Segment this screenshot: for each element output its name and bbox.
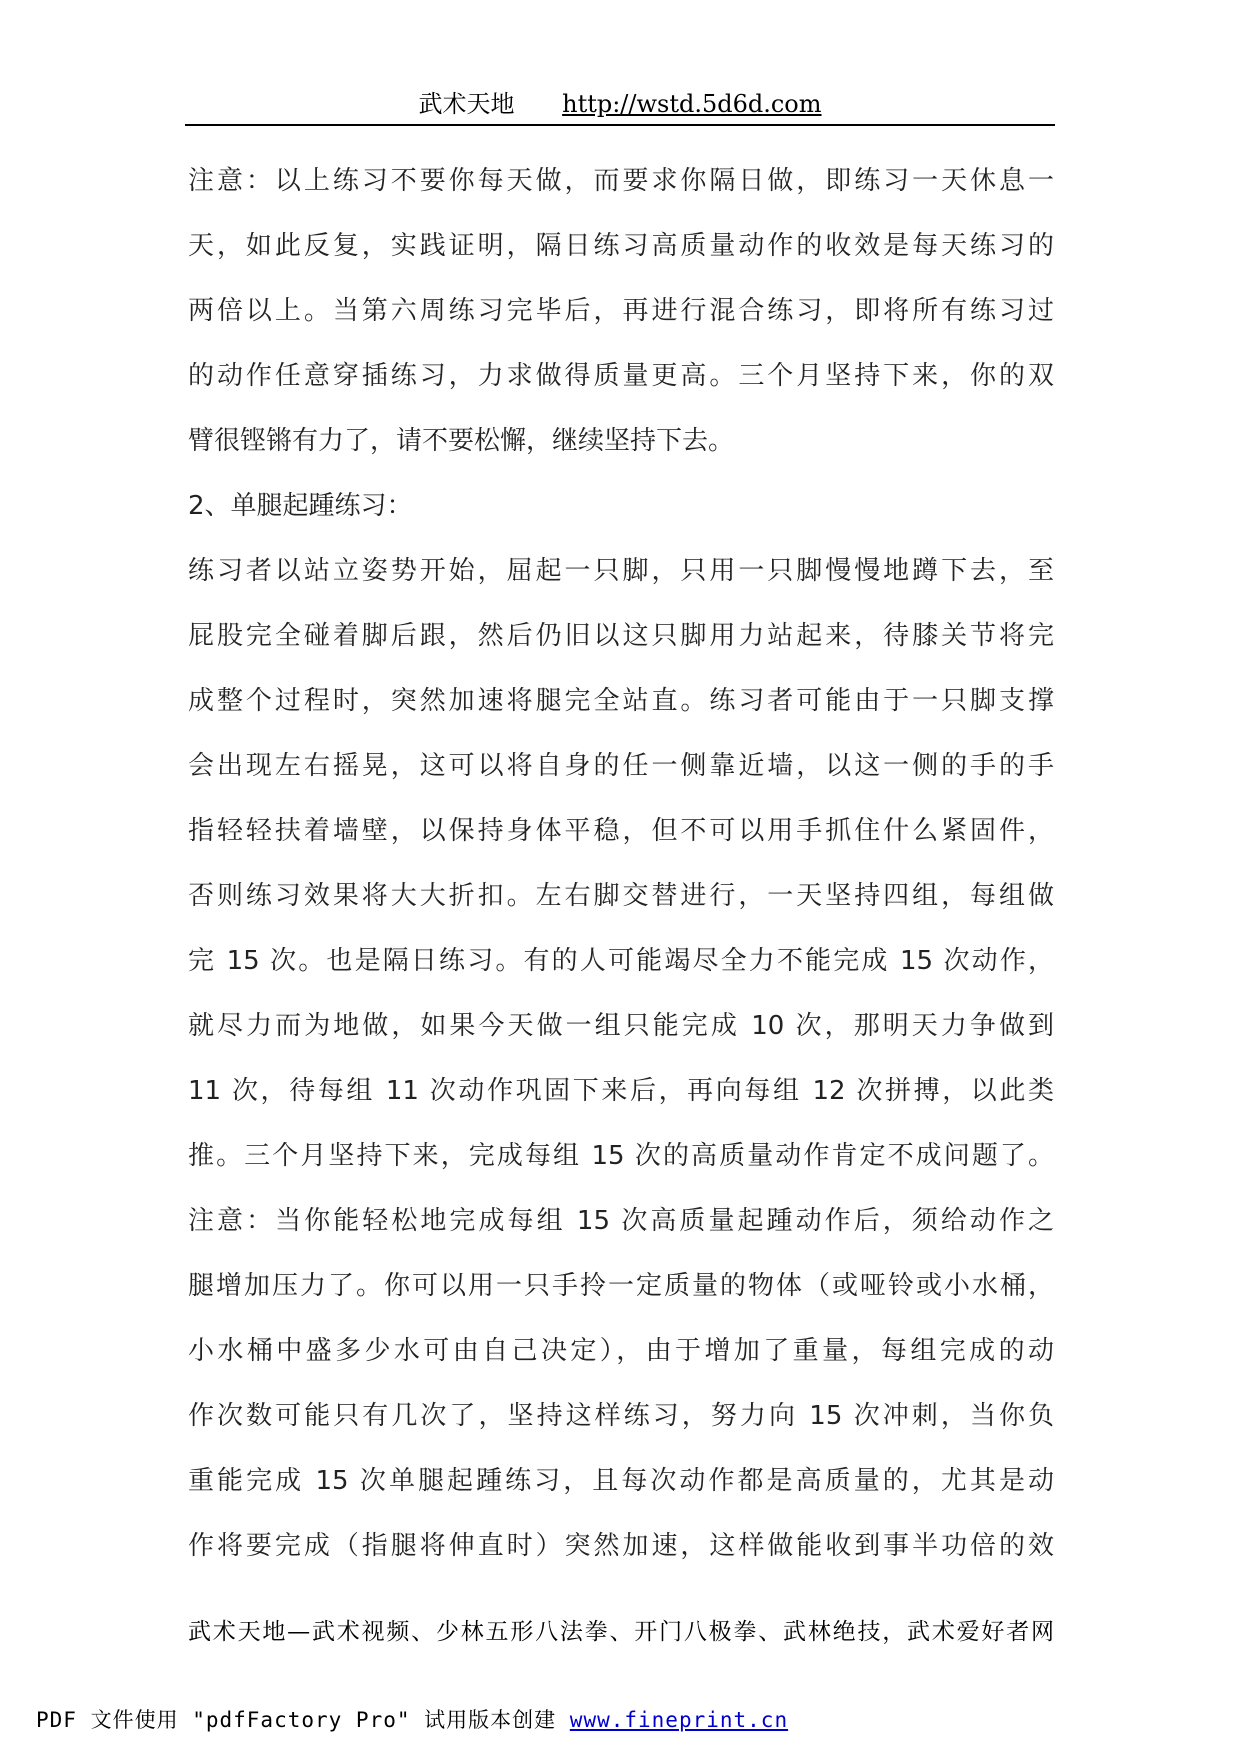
- body-line: 否则练习效果将大大折扣。左右脚交替进行，一天坚持四组，每组做: [188, 881, 1054, 911]
- section-heading: 2、单腿起踵练习：: [188, 491, 413, 521]
- body-line: 重能完成 15 次单腿起踵练习，且每次动作都是高质量的，尤其是动: [188, 1466, 1054, 1496]
- header-site-name: 武术天地: [418, 90, 515, 118]
- page-footer: 武术天地—武术视频、少林五形八法拳、开门八极拳、武林绝技，武术爱好者网: [188, 1619, 1054, 1645]
- body-line: 臂很铿锵有力了，请不要松懈，继续坚持下去。: [188, 426, 735, 456]
- body-line: 的动作任意穿插练习，力求做得质量更高。三个月坚持下来，你的双: [188, 361, 1054, 391]
- pdf-watermark: [36, 1702, 788, 1738]
- body-line: 11 次，待每组 11 次动作巩固下来后，再向每组 12 次拼搏，以此类: [188, 1076, 1054, 1106]
- body-line: 会出现左右摇晃，这可以将自身的任一侧靠近墙，以这一侧的手的手: [188, 751, 1054, 781]
- body-line: 注意：以上练习不要你每天做，而要求你隔日做，即练习一天休息一: [188, 166, 1054, 196]
- page-header: [185, 84, 1055, 126]
- body-line: 就尽力而为地做，如果今天做一组只能完成 10 次，那明天力争做到: [188, 1011, 1054, 1041]
- body-line: 两倍以上。当第六周练习完毕后，再进行混合练习，即将所有练习过: [188, 296, 1054, 326]
- document-body: [188, 149, 1054, 1579]
- body-line: 注意：当你能轻松地完成每组 15 次高质量起踵动作后，须给动作之: [188, 1206, 1054, 1236]
- body-line: 腿增加压力了。你可以用一只手拎一定质量的物体（或哑铃或小水桶，: [188, 1271, 1054, 1301]
- watermark-text: PDF 文件使用 "pdfFactory Pro" 试用版本创建: [36, 1708, 570, 1732]
- watermark-link[interactable]: www.fineprint.cn: [569, 1708, 789, 1732]
- body-line: 天，如此反复，实践证明，隔日练习高质量动作的收效是每天练习的: [188, 231, 1054, 261]
- body-line: 小水桶中盛多少水可由自己决定），由于增加了重量，每组完成的动: [188, 1336, 1054, 1366]
- body-line: 完 15 次。也是隔日练习。有的人可能竭尽全力不能完成 15 次动作，: [188, 946, 1054, 976]
- body-line: 指轻轻扶着墙壁，以保持身体平稳，但不可以用手抓住什么紧固件，: [188, 816, 1054, 846]
- body-line: 练习者以站立姿势开始，屈起一只脚，只用一只脚慢慢地蹲下去，至: [188, 556, 1054, 586]
- body-line: 作将要完成（指腿将伸直时）突然加速，这样做能收到事半功倍的效: [188, 1531, 1054, 1561]
- body-line: 推。三个月坚持下来，完成每组 15 次的高质量动作肯定不成问题了。: [188, 1141, 1054, 1171]
- body-line: 成整个过程时，突然加速将腿完全站直。练习者可能由于一只脚支撑: [188, 686, 1054, 716]
- body-line: 作次数可能只有几次了，坚持这样练习，努力向 15 次冲刺，当你负: [188, 1401, 1054, 1431]
- body-line: 屁股完全碰着脚后跟，然后仍旧以这只脚用力站起来，待膝关节将完: [188, 621, 1054, 651]
- header-url-link[interactable]: http://wstd.5d6d.com: [562, 90, 822, 118]
